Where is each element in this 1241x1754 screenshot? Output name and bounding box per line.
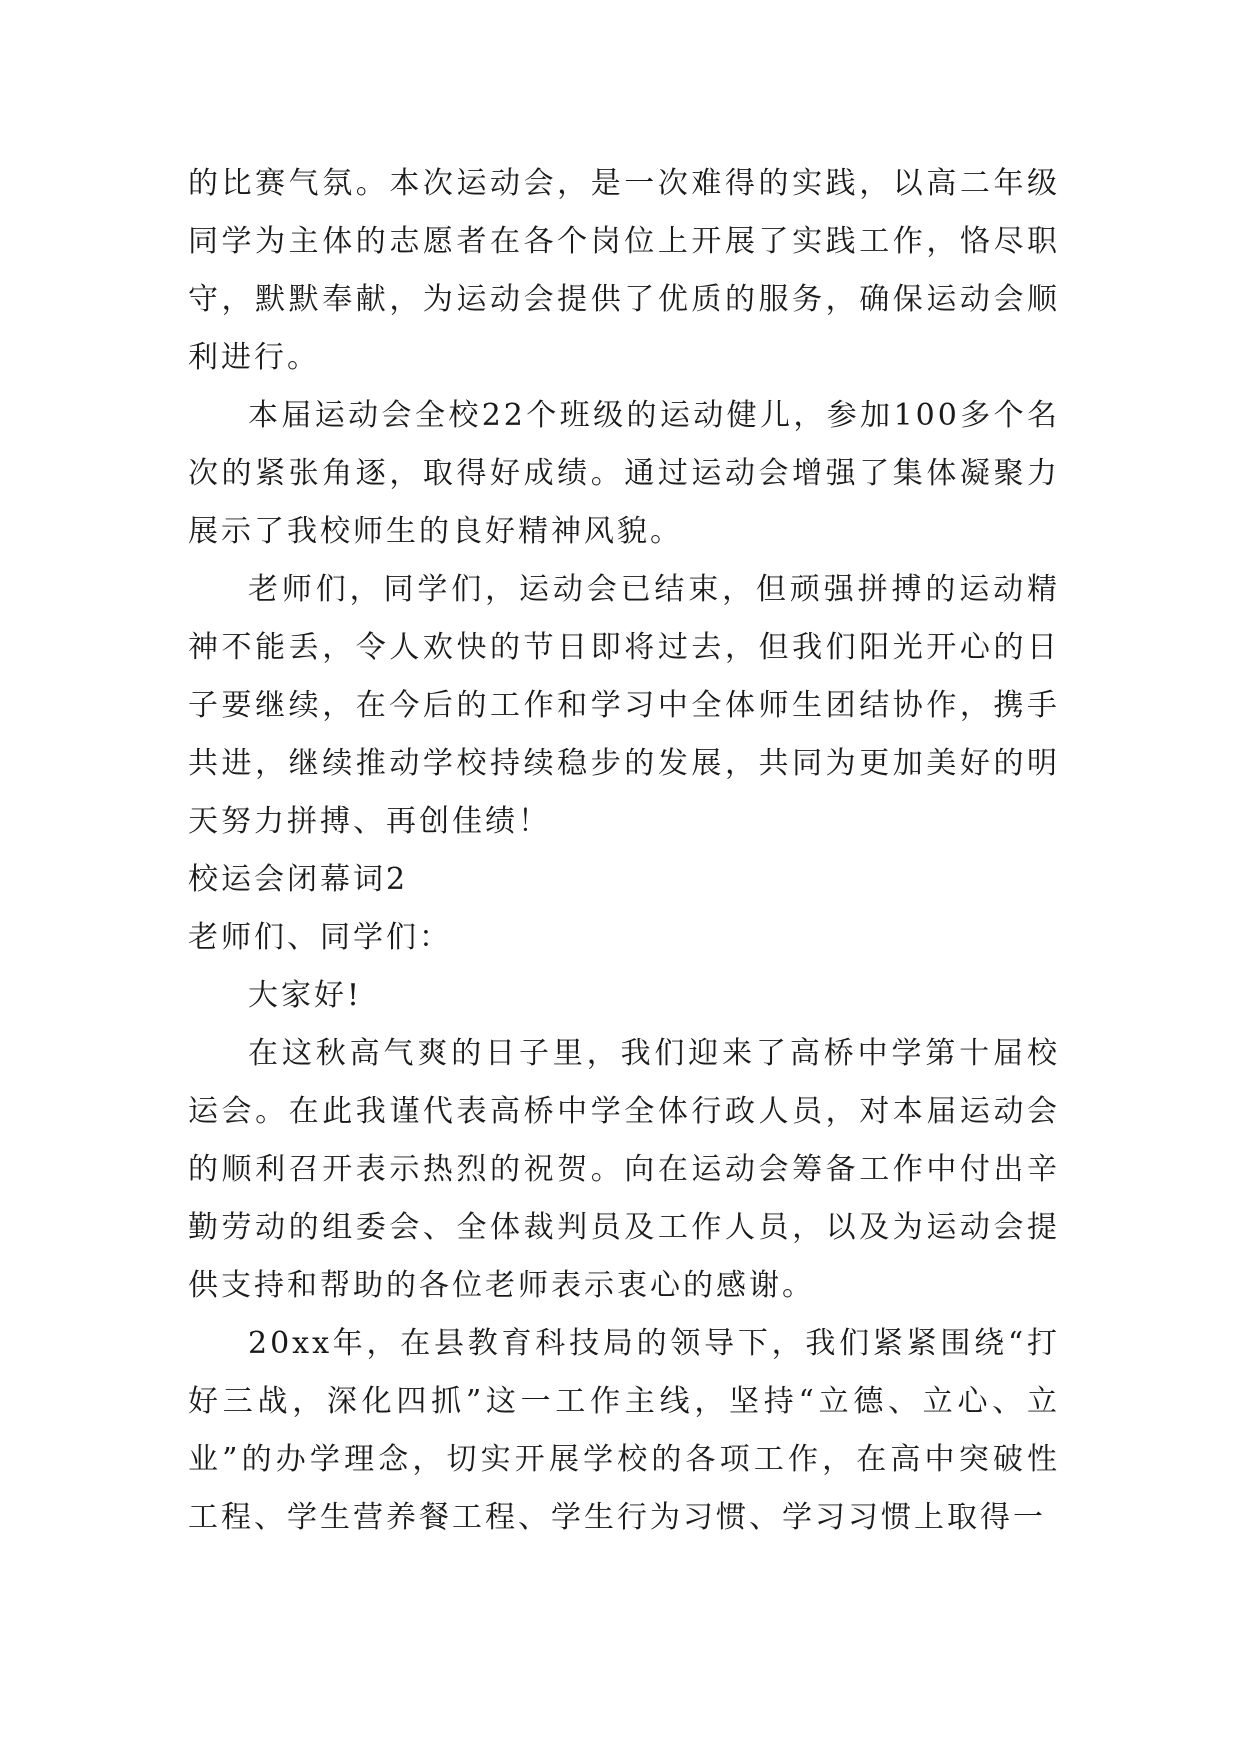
section-heading: 校运会闭幕词2	[188, 862, 409, 897]
paragraph-year-review: 20xx年，在县教育科技局的领导下，我们紧紧围绕“打好三战，深化四抓”这一工作主线，坚持“立德、立心、立业”的办学理念，切实开展学校的各项工作，在高中突破性工程、学生营养餐工程、学生行为习惯、学习习惯上取得一	[188, 1326, 1060, 1535]
paragraph-continuation: 的比赛气氛。本次运动会，是一次难得的实践，以高二年级同学为主体的志愿者在各个岗位上开展了实践工作，恪尽职守，默默奉献，为运动会提供了优质的服务，确保运动会顺利进行。	[188, 166, 1060, 375]
paragraph-sports-results: 本届运动会全校22个班级的运动健儿，参加100多个名次的紧张角逐，取得好成绩。通过运动会增强了集体凝聚力展示了我校师生的良好精神风貌。	[188, 398, 1060, 549]
salutation: 老师们、同学们：	[188, 920, 452, 955]
paragraph-closing-remarks: 老师们，同学们，运动会已结束，但顽强拼搏的运动精神不能丢，令人欢快的节日即将过去，但我们阳光开心的日子要继续，在今后的工作和学习中全体师生团结协作，携手共进，继续推动学校持续稳步的发展，共同为更加美好的明天努力拼搏、再创佳绩！	[188, 572, 1060, 839]
document-body	[188, 155, 1060, 1547]
greeting: 大家好!	[248, 978, 363, 1013]
paragraph-opening: 在这秋高气爽的日子里，我们迎来了高桥中学第十届校运会。在此我谨代表高桥中学全体行政人员，对本届运动会的顺利召开表示热烈的祝贺。向在运动会筹备工作中付出辛勤劳动的组委会、全体裁判员及工作人员，以及为运动会提供支持和帮助的各位老师表示衷心的感谢。	[188, 1036, 1060, 1303]
